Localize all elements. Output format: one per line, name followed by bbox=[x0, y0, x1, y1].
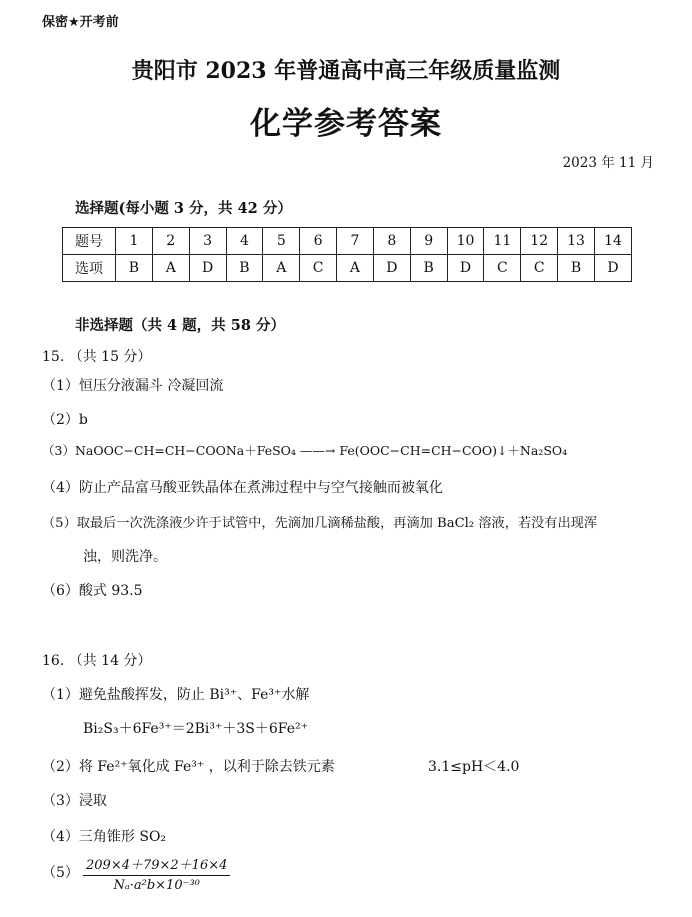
q15-header: 15. （共 15 分） bbox=[42, 349, 152, 365]
q16-answer-4: （4）三角锥形 SO₂ bbox=[42, 829, 167, 845]
table-cell: 6 bbox=[300, 228, 337, 255]
table-cell: 9 bbox=[410, 228, 447, 255]
q16-header: 16. （共 14 分） bbox=[42, 653, 152, 669]
table-header-cell: 选项 bbox=[63, 255, 116, 282]
fraction-denominator: Nₐ·a²b×10⁻³⁰ bbox=[113, 878, 200, 893]
q16-answer-1: （1）避免盐酸挥发，防止 Bi³⁺、Fe³⁺水解 bbox=[42, 687, 310, 703]
q15-answer-5: （5）取最后一次洗涤液少许于试管中，先滴加几滴稀盐酸，再滴加 BaCl₂ 溶液，若没有出现浑 bbox=[42, 516, 598, 531]
q16-answer-3: （3）浸取 bbox=[42, 793, 107, 809]
table-cell: 10 bbox=[447, 228, 484, 255]
table-cell: B bbox=[410, 255, 447, 282]
table-cell: C bbox=[300, 255, 337, 282]
table-cell: 5 bbox=[263, 228, 300, 255]
q15-answer-1: （1）恒压分液漏斗 冷凝回流 bbox=[42, 378, 224, 394]
table-cell: 3 bbox=[189, 228, 226, 255]
q15-answer-4: （4）防止产品富马酸亚铁晶体在煮沸过程中与空气接触而被氧化 bbox=[42, 480, 443, 496]
table-cell: 7 bbox=[337, 228, 374, 255]
table-row bbox=[63, 255, 632, 282]
nonchoice-section-heading: 非选择题（共 4 题，共 58 分） bbox=[75, 317, 285, 334]
q15-answer-2: （2）b bbox=[42, 412, 88, 428]
table-cell: 8 bbox=[373, 228, 410, 255]
table-cell: 11 bbox=[484, 228, 521, 255]
table-cell: 12 bbox=[521, 228, 558, 255]
fraction-numerator: 209×4＋79×2＋16×4 bbox=[83, 854, 230, 876]
answer-table bbox=[62, 227, 632, 282]
table-cell: D bbox=[373, 255, 410, 282]
document-date: 2023 年 11 月 bbox=[562, 155, 654, 171]
q15-answer-3: （3）NaOOC−CH=CH−COONa＋FeSO₄ ——→ Fe(OOC−CH=CH−COO)↓＋Na₂SO₄ bbox=[42, 443, 568, 458]
table-cell: C bbox=[484, 255, 521, 282]
table-cell: B bbox=[116, 255, 153, 282]
table-cell: 4 bbox=[226, 228, 263, 255]
table-cell: D bbox=[189, 255, 226, 282]
table-cell: C bbox=[521, 255, 558, 282]
table-cell: A bbox=[263, 255, 300, 282]
table-cell: B bbox=[558, 255, 595, 282]
q16-equation: Bi₂S₃＋6Fe³⁺＝2Bi³⁺＋3S＋6Fe²⁺ bbox=[83, 721, 309, 737]
confidential-label: 保密★开考前 bbox=[42, 15, 119, 30]
q16-answer-2: （2）将 Fe²⁺氧化成 Fe³⁺ ，以利于除去铁元素 bbox=[42, 759, 335, 775]
q16-ph-range: 3.1≤pH＜4.0 bbox=[428, 759, 520, 775]
table-cell: B bbox=[226, 255, 263, 282]
q16-fraction bbox=[83, 854, 230, 893]
q16-answer-5-label: （5） bbox=[42, 865, 79, 881]
choice-section-heading: 选择题(每小题 3 分，共 42 分） bbox=[75, 200, 292, 217]
q15-answer-5-cont: 浊，则洗净。 bbox=[83, 549, 167, 565]
table-cell: 13 bbox=[558, 228, 595, 255]
table-cell: A bbox=[337, 255, 374, 282]
table-cell: D bbox=[594, 255, 631, 282]
q15-answer-6: （6）酸式 93.5 bbox=[42, 583, 143, 599]
table-cell: A bbox=[152, 255, 189, 282]
table-cell: 1 bbox=[116, 228, 153, 255]
table-header-cell: 题号 bbox=[63, 228, 116, 255]
document-title: 贵阳市 2023 年普通高中高三年级质量监测 bbox=[131, 58, 561, 84]
table-row bbox=[63, 228, 632, 255]
table-cell: D bbox=[447, 255, 484, 282]
table-cell: 14 bbox=[594, 228, 631, 255]
table-cell: 2 bbox=[152, 228, 189, 255]
document-subtitle: 化学参考答案 bbox=[250, 106, 442, 142]
